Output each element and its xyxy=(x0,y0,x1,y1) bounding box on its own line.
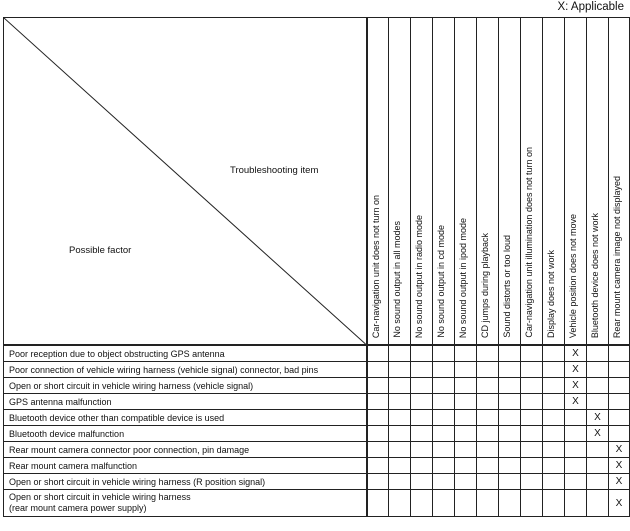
possible-factor-label: Possible factor xyxy=(69,245,132,256)
applicability-cell xyxy=(411,362,433,378)
applicability-cell xyxy=(477,490,499,517)
applicability-cell xyxy=(389,345,411,362)
column-header-label: Rear mount camera image not displayed xyxy=(612,175,622,338)
applicability-cell xyxy=(499,378,521,394)
column-header-label: No sound output in ipod mode xyxy=(458,217,468,338)
possible-factor-cell: Rear mount camera malfunction xyxy=(4,458,367,474)
applicability-cell xyxy=(433,378,455,394)
applicability-cell xyxy=(609,394,630,410)
applicability-cell xyxy=(455,345,477,362)
applicability-cell xyxy=(543,426,565,442)
applicability-cell xyxy=(389,490,411,517)
applicability-cell xyxy=(367,345,389,362)
applicability-cell xyxy=(433,362,455,378)
applicability-cell xyxy=(433,490,455,517)
applicability-cell xyxy=(521,490,543,517)
table-row xyxy=(4,410,630,426)
applicability-cell xyxy=(367,474,389,490)
applicability-cell xyxy=(587,458,609,474)
applicable-mark: X xyxy=(587,410,609,426)
applicability-cell xyxy=(587,490,609,517)
column-header xyxy=(367,18,389,346)
applicability-cell xyxy=(433,394,455,410)
corner-cell xyxy=(4,18,367,346)
applicability-cell xyxy=(433,458,455,474)
applicability-cell xyxy=(521,458,543,474)
applicability-cell xyxy=(411,394,433,410)
applicability-cell xyxy=(543,345,565,362)
applicability-cell xyxy=(565,474,587,490)
column-header-label: Display does not work xyxy=(546,249,556,338)
applicability-cell xyxy=(521,410,543,426)
applicability-cell xyxy=(433,442,455,458)
applicability-cell xyxy=(477,442,499,458)
applicability-cell xyxy=(565,458,587,474)
applicability-cell xyxy=(411,442,433,458)
column-header xyxy=(433,18,455,346)
applicability-cell xyxy=(389,458,411,474)
applicable-mark: X xyxy=(565,394,587,410)
applicability-cell xyxy=(455,362,477,378)
applicability-cell xyxy=(367,394,389,410)
applicability-cell xyxy=(521,442,543,458)
applicable-mark: X xyxy=(609,474,630,490)
applicable-mark: X xyxy=(587,426,609,442)
applicability-cell xyxy=(389,410,411,426)
troubleshooting-table xyxy=(3,17,630,517)
table-row xyxy=(4,426,630,442)
table-row xyxy=(4,474,630,490)
column-header-label: Bluetooth device does not work xyxy=(590,212,600,338)
column-header-label: Car-navigation unit does not turn on xyxy=(370,194,381,338)
applicability-cell xyxy=(499,410,521,426)
applicability-cell xyxy=(367,378,389,394)
applicability-cell xyxy=(609,378,630,394)
table-row xyxy=(4,394,630,410)
applicability-cell xyxy=(521,394,543,410)
header-row xyxy=(4,18,630,346)
column-header-label: No sound output in all modes xyxy=(392,221,402,338)
applicability-cell xyxy=(521,345,543,362)
applicability-cell xyxy=(499,394,521,410)
applicability-cell xyxy=(455,474,477,490)
possible-factor-cell: Open or short circuit in vehicle wiring harness (R position signal) xyxy=(4,474,367,490)
applicability-cell xyxy=(499,458,521,474)
applicable-mark: X xyxy=(609,458,630,474)
legend-note: X: Applicable xyxy=(557,1,624,13)
table-row xyxy=(4,345,630,362)
possible-factor-cell: Rear mount camera connector poor connection, pin damage xyxy=(4,442,367,458)
table-row xyxy=(4,490,630,517)
applicability-cell xyxy=(433,474,455,490)
applicability-cell xyxy=(543,362,565,378)
applicability-cell xyxy=(477,458,499,474)
column-header-label: Vehicle position does not move xyxy=(568,213,578,338)
applicability-cell xyxy=(543,474,565,490)
applicability-cell xyxy=(543,410,565,426)
column-header xyxy=(521,18,543,346)
applicability-cell xyxy=(455,410,477,426)
diagonal-line xyxy=(4,18,366,344)
applicability-cell xyxy=(609,426,630,442)
column-header xyxy=(543,18,565,346)
applicability-cell xyxy=(367,410,389,426)
column-header xyxy=(609,18,630,346)
applicability-cell xyxy=(543,394,565,410)
possible-factor-cell: Poor reception due to object obstructing GPS antenna xyxy=(4,345,367,362)
applicability-cell xyxy=(587,345,609,362)
applicability-cell xyxy=(455,490,477,517)
applicability-cell xyxy=(521,426,543,442)
applicability-cell xyxy=(411,345,433,362)
applicability-cell xyxy=(609,410,630,426)
troubleshooting-item-label: Troubleshooting item xyxy=(230,165,319,176)
applicability-cell xyxy=(477,426,499,442)
table-row xyxy=(4,458,630,474)
applicability-cell xyxy=(587,474,609,490)
applicability-cell xyxy=(367,426,389,442)
applicability-cell xyxy=(411,378,433,394)
applicability-cell xyxy=(477,474,499,490)
applicability-cell xyxy=(367,362,389,378)
column-header-label: Sound distorts or too loud xyxy=(502,235,512,338)
column-header xyxy=(477,18,499,346)
applicability-cell xyxy=(565,442,587,458)
applicability-cell xyxy=(433,345,455,362)
possible-factor-cell: Open or short circuit in vehicle wiring harness (rear mount camera power supply) xyxy=(4,490,367,517)
applicability-cell xyxy=(609,345,630,362)
applicability-cell xyxy=(521,378,543,394)
column-header xyxy=(455,18,477,346)
applicability-cell xyxy=(411,426,433,442)
applicability-cell xyxy=(367,490,389,517)
applicability-cell xyxy=(565,426,587,442)
applicability-cell xyxy=(367,458,389,474)
applicability-cell xyxy=(455,394,477,410)
applicability-cell xyxy=(411,490,433,517)
applicability-cell xyxy=(499,426,521,442)
column-header xyxy=(499,18,521,346)
applicability-cell xyxy=(499,490,521,517)
applicable-mark: X xyxy=(609,442,630,458)
applicability-cell xyxy=(499,474,521,490)
applicability-cell xyxy=(389,442,411,458)
applicability-cell xyxy=(455,442,477,458)
column-header-label: No sound output in radio mode xyxy=(414,214,424,338)
applicability-cell xyxy=(455,426,477,442)
possible-factor-cell: Bluetooth device malfunction xyxy=(4,426,367,442)
column-header-label: No sound output in cd mode xyxy=(436,225,446,338)
applicability-cell xyxy=(433,426,455,442)
applicability-cell xyxy=(543,490,565,517)
applicability-cell xyxy=(411,410,433,426)
applicability-cell xyxy=(389,362,411,378)
table-row xyxy=(4,442,630,458)
applicability-cell xyxy=(587,378,609,394)
column-header-label: CD jumps during playback xyxy=(480,232,490,338)
applicability-cell xyxy=(455,458,477,474)
applicability-cell xyxy=(499,345,521,362)
possible-factor-cell: Open or short circuit in vehicle wiring harness (vehicle signal) xyxy=(4,378,367,394)
possible-factor-cell: Poor connection of vehicle wiring harness (vehicle signal) connector, bad pins xyxy=(4,362,367,378)
applicability-cell xyxy=(455,378,477,394)
column-header-label: Car-navigation unit illumination does not turn on xyxy=(524,147,534,338)
applicable-mark: X xyxy=(609,490,630,517)
applicability-cell xyxy=(433,410,455,426)
column-header xyxy=(565,18,587,346)
applicability-cell xyxy=(389,426,411,442)
applicability-cell xyxy=(411,458,433,474)
applicability-cell xyxy=(389,378,411,394)
applicability-cell xyxy=(477,410,499,426)
applicability-cell xyxy=(587,442,609,458)
possible-factor-cell: Bluetooth device other than compatible device is used xyxy=(4,410,367,426)
table-row xyxy=(4,362,630,378)
applicability-cell xyxy=(477,345,499,362)
applicable-mark: X xyxy=(565,362,587,378)
applicable-mark: X xyxy=(565,378,587,394)
applicability-cell xyxy=(477,378,499,394)
applicability-cell xyxy=(499,442,521,458)
column-header xyxy=(587,18,609,346)
applicable-mark: X xyxy=(565,345,587,362)
applicability-cell xyxy=(477,362,499,378)
applicability-cell xyxy=(389,394,411,410)
applicability-cell xyxy=(543,378,565,394)
applicability-cell xyxy=(543,458,565,474)
applicability-cell xyxy=(411,474,433,490)
applicability-cell xyxy=(587,362,609,378)
applicability-cell xyxy=(367,442,389,458)
table-row xyxy=(4,378,630,394)
applicability-cell xyxy=(389,474,411,490)
applicability-cell xyxy=(477,394,499,410)
column-header xyxy=(411,18,433,346)
applicability-cell xyxy=(587,394,609,410)
possible-factor-cell: GPS antenna malfunction xyxy=(4,394,367,410)
applicability-cell xyxy=(521,362,543,378)
applicability-cell xyxy=(543,442,565,458)
applicability-cell xyxy=(609,362,630,378)
column-header xyxy=(389,18,411,346)
applicability-cell xyxy=(499,362,521,378)
applicability-cell xyxy=(565,490,587,517)
applicability-cell xyxy=(565,410,587,426)
applicability-cell xyxy=(521,474,543,490)
